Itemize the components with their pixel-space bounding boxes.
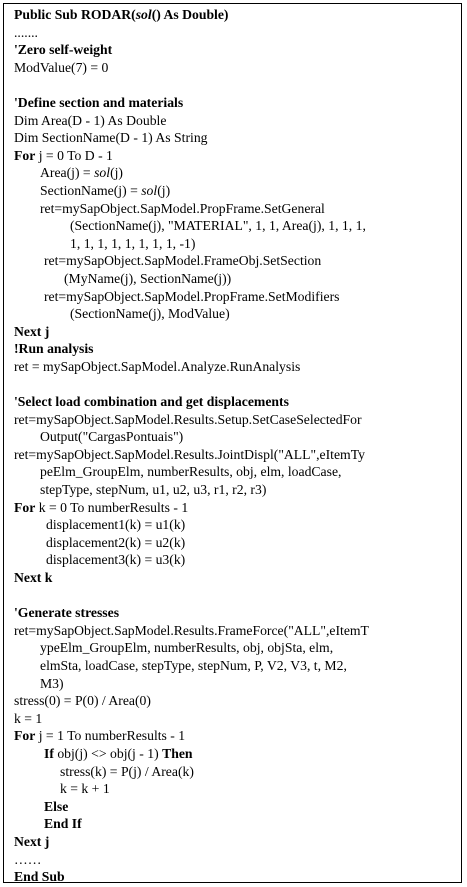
next-j2-line: Next j [14,833,50,849]
else-line: Else [44,798,69,814]
dim-area-line: Dim Area(D - 1) As Double [14,112,167,128]
section-assign-line [14,182,461,200]
comment-run-analysis: !Run analysis [14,341,94,357]
next-k-line: Next k [14,570,53,585]
then-keyword: Then [162,745,193,761]
end-if-line: End If [44,816,82,832]
for-k-line [14,499,461,517]
comment-select-load: 'Select load combination and get displacements [14,394,289,410]
for-j-range: j = 0 To D - 1 [35,147,113,163]
joint-displ-line-3: stepType, stepNum, u1, u2, u3, r1, r2, r3) [40,482,267,498]
end-sub-line: End Sub [14,869,65,885]
joint-displ-line-2: peElm_GroupElm, numberResults, obj, elm, loadCase, [40,464,342,480]
k-init-line: k = 1 [14,710,43,726]
code-listing [3,3,462,883]
section-assign-index: (j) [157,182,171,198]
if-condition: obj(j) <> obj(j - 1) [53,745,163,761]
stress-zero-line: stress(0) = P(0) / Area(0) [14,693,151,709]
case-selected-line-2: Output("CargasPontuais") [40,429,184,445]
for-j2-range: j = 1 To numberResults - 1 [35,728,186,744]
for-keyword: For [14,728,36,744]
frame-force-line-4: M3) [40,675,64,691]
setgeneral-line-2: (SectionName(j), "MATERIAL", 1, 1, Area(j), 1, 1, 1, [70,218,366,234]
setmodifiers-line-1: ret=mySapObject.SapModel.PropFrame.SetModifiers [44,288,340,304]
joint-displ-line-1: ret=mySapObject.SapModel.Results.JointDispl("ALL",eItemTy [14,446,365,462]
area-assign-lhs: Area(j) = [40,165,95,181]
comment-define-section: 'Define section and materials [14,94,184,110]
for-keyword: For [14,499,36,515]
setgeneral-line-3: 1, 1, 1, 1, 1, 1, 1, 1, -1) [70,235,196,251]
modvalue-line: ModValue(7) = 0 [14,59,109,75]
comment-generate-stresses: 'Generate stresses [14,605,120,621]
if-line [14,745,461,763]
for-k-range: k = 0 To numberResults - 1 [35,499,189,515]
setsection-line-2: (MyName(j), SectionName(j)) [64,270,232,286]
comment-zero-self-weight: 'Zero self-weight [14,42,113,58]
stress-k-line: stress(k) = P(j) / Area(k) [60,763,194,779]
setsection-line-1: ret=mySapObject.SapModel.FrameObj.SetSection [44,253,322,269]
sub-argument: sol [135,7,152,22]
for-j-line [14,147,461,165]
frame-force-line-2: ypeElm_GroupElm, numberResults, obj, objSta, elm, [40,640,334,656]
section-assign-lhs: SectionName(j) = [40,182,142,198]
next-j-line: Next j [14,323,50,339]
displacement3-line: displacement3(k) = u3(k) [46,552,186,568]
for-j2-line [14,727,461,745]
displacement2-line: displacement2(k) = u2(k) [46,534,186,550]
sub-signature-rest: () As Double) [151,7,229,22]
setgeneral-line-1: ret=mySapObject.SapModel.PropFrame.SetGeneral [40,200,325,216]
section-assign-sol: sol [141,182,158,198]
run-analysis-line: ret = mySapObject.SapModel.Analyze.RunAnalysis [14,358,301,374]
blank-line [14,375,461,393]
k-increment-line: k = k + 1 [60,781,110,797]
frame-force-line-1: ret=mySapObject.SapModel.Results.FrameForce("ALL",eItemT [14,622,369,638]
area-assign-index: (j) [110,165,123,181]
blank-line [14,76,461,94]
ellipsis-bottom: …… [14,851,42,867]
displacement1-line: displacement1(k) = u1(k) [46,517,186,533]
area-assign-line [14,164,461,182]
for-keyword: For [14,147,36,163]
ellipsis-top: ....... [14,24,38,40]
sub-header-line [14,6,461,24]
dim-section-line: Dim SectionName(D - 1) As String [14,130,208,146]
vba-code [14,6,461,886]
case-selected-line-1: ret=mySapObject.SapModel.Results.Setup.SetCaseSelectedFor [14,411,362,427]
setmodifiers-line-2: (SectionName(j), ModValue) [70,306,230,322]
area-assign-sol: sol [94,165,111,181]
blank-line [14,587,461,605]
sub-keyword: Public Sub RODAR( [14,7,136,22]
frame-force-line-3: elmSta, loadCase, stepType, stepNum, P, V2, V3, t, M2, [40,657,347,673]
if-keyword: If [44,745,54,761]
